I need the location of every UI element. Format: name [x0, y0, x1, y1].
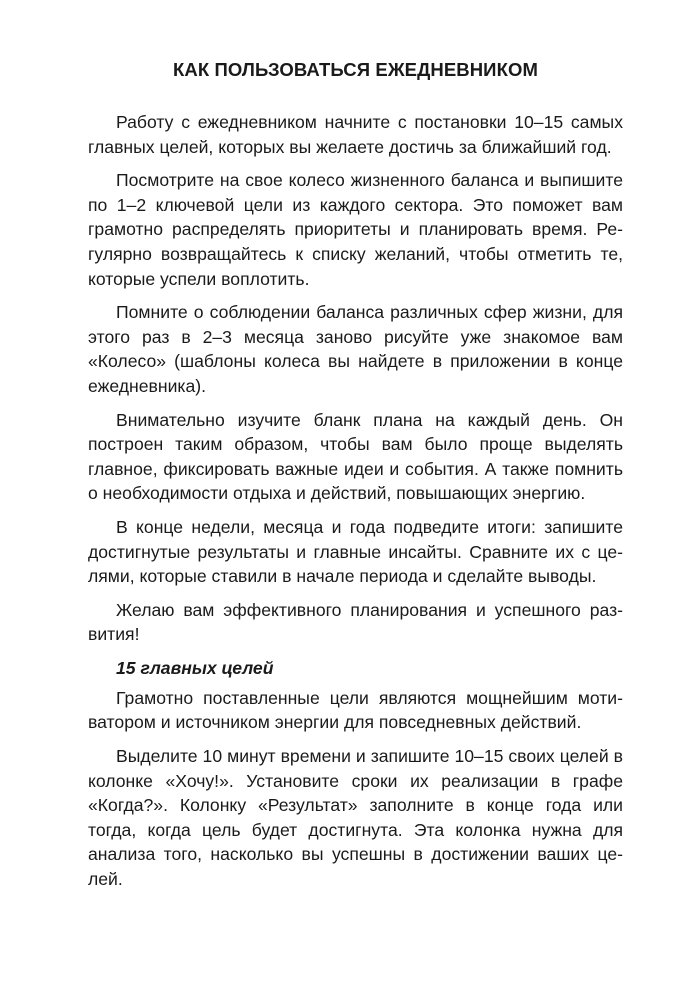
section-subheading: 15 главных целей	[116, 657, 274, 678]
paragraph: В конце недели, месяца и года подведите итоги: запишите достигнутые результаты и главные инсайты. Сравните их с целями, которые ставили в начале периода и сделайте выводы.	[88, 516, 623, 587]
paragraph: Грамотно поставленные цели являются мощнейшим мотиватором и источником энергии для повседневных действий.	[88, 687, 623, 733]
paragraph: Желаю вам эффективного планирования и успешного развития!	[88, 599, 623, 645]
paragraph: Работу с ежедневником начните с постановки 10–15 самых главных целей, которых вы желаете достичь за ближайший год.	[88, 112, 623, 157]
paragraph: Внимательно изучите бланк плана на каждый день. Он построен таким образом, чтобы вам было проще выделять главное, фиксировать важные идеи и события. А также помнить о необходимости отдыха и действий, повышающих энергию.	[88, 409, 623, 504]
paragraph: Посмотрите на свое колесо жизненного баланса и выпишите по 1–2 ключевой цели из каждого сектора. Это поможет вам грамотно распределять приоритеты и планировать время. Регулярно возвращайтесь к списку желаний, чтобы отметить те, которые успели воплотить.	[88, 170, 623, 289]
document-page	[88, 58, 623, 901]
paragraph: Помните о соблюдении баланса различных сфер жизни, для этого раз в 2–3 месяца заново рисуйте уже знакомое вам «Колесо» (шаблоны колеса вы найдете в приложении в конце ежедневника).	[88, 302, 623, 396]
paragraph: Выделите 10 минут времени и запишите 10–15 своих целей в колонке «Хочу!». Установите сроки их реализации в графе «Когда?». Колонку «Результат» заполните в конце года или тогда, когда цель будет достигнута. Эта колонка нужна для анализа того, насколько вы успешны в достижении ваших целей.	[88, 746, 623, 890]
page-title: КАК ПОЛЬЗОВАТЬСЯ ЕЖЕДНЕВНИКОМ	[173, 59, 538, 80]
